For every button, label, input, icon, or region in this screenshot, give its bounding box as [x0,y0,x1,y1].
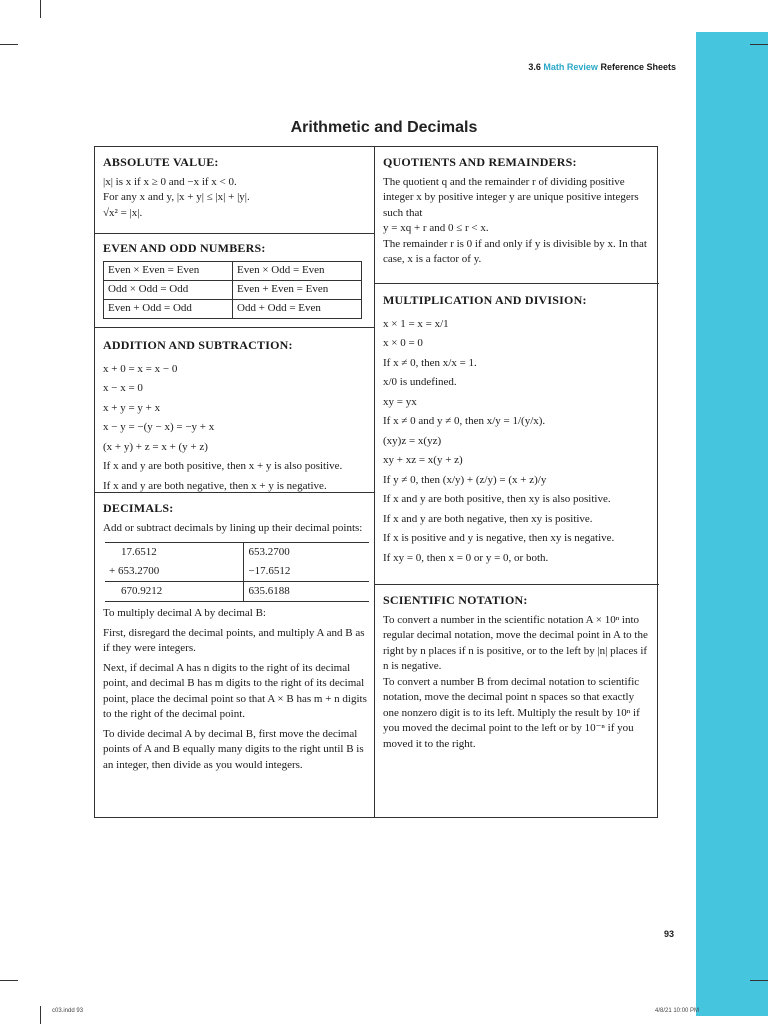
text-line: If y ≠ 0, then (x/y) + (z/y) = (x + z)/y [383,473,547,486]
text-line: If x is positive and y is negative, then xy is negative. [383,532,615,544]
divider [374,283,659,284]
text-line: To divide decimal A by decimal B, first move the decimal points of A and B equally many digits to the right until B is an integer, then divide as you would integers. [103,727,364,771]
crop-mark [40,1006,41,1024]
crop-mark [0,44,18,45]
decimal-table [105,542,369,602]
page-title: Arithmetic and Decimals [290,119,478,136]
text-line: Next, if decimal A has n digits to the right of its decimal point, and decimal B has m digits to the right of its decimal point, place the decimal point so that A × B has m + n digits to the right of the decimal point. [103,661,367,720]
table-row [105,582,369,602]
text-line: If x ≠ 0, then x/x = 1. [383,356,477,369]
header-accent: Math Review [543,62,598,72]
table-cell: Odd × Odd = Odd [104,280,233,299]
table-row [104,280,362,299]
multiplication-section [383,291,649,568]
text-line: xy = yx [383,395,417,408]
text-line: If x and y are both positive, then x + y is also positive. [103,460,343,472]
text-line: To multiply decimal A by decimal B: [103,607,266,619]
table-row [105,543,369,563]
text-line: The remainder r is 0 if and only if y is divisible by x. In that case, x is a factor of y. [383,237,647,265]
section-heading: ABSOLUTE VALUE: [103,155,219,169]
table-cell: Even × Even = Even [104,261,233,280]
text-line: x × 1 = x = x/1 [383,317,449,330]
header-section: 3.6 [528,62,541,72]
table-cell: 670.9212 [105,582,244,602]
table-cell: 653.2700 [244,543,369,563]
text-line: For any x and y, |x + y| ≤ |x| + |y|. [103,191,250,203]
table-row [105,562,369,582]
reference-sheet [94,146,658,818]
text-line: x − y = −(y − x) = −y + x [103,421,215,433]
text-line: If xy = 0, then x = 0 or y = 0, or both. [383,551,549,564]
table-cell: Even + Odd = Odd [104,299,233,318]
scientific-notation-section [383,593,649,752]
text-line: x + 0 = x = x − 0 [103,362,178,375]
table-cell: 17.6512 [105,543,244,563]
text-line: If x and y are both positive, then xy is also positive. [383,493,611,505]
text-line: √x² = |x|. [103,206,143,219]
even-odd-table [103,261,362,319]
table-cell: −17.6512 [248,564,291,577]
text-line: x × 0 = 0 [383,337,423,349]
text-line: x + y = y + x [103,401,161,414]
running-header [528,62,676,72]
footer-date: 4/8/21 10:00 PM [655,1008,700,1014]
footer-file: c03.indd 93 [52,1008,84,1014]
table-cell: + 653.2700 [105,562,244,582]
table-cell: Even + Even = Even [233,280,362,299]
divider [374,584,659,585]
column-divider [374,147,375,817]
table-cell: Odd + Odd = Even [233,299,362,318]
section-heading: DECIMALS: [103,501,174,515]
divider [95,233,374,234]
addition-section [103,336,369,496]
crop-mark [0,980,18,981]
absolute-value-section [103,155,369,221]
text-line: To convert a number in the scientific notation A × 10ⁿ into regular decimal notation, move the decimal point in A to the right by n places if n is positive, or to the left by |n| places if n is negative. [383,613,648,672]
text-line: x − x = 0 [103,382,143,394]
text-line: If x and y are both negative, then xy is positive. [383,512,593,525]
text-line: (xy)z = x(yz) [383,434,442,447]
table-row [104,261,362,280]
text-line: If x and y are both negative, then x + y is negative. [103,479,327,492]
text-line: Add or subtract decimals by lining up their decimal points: [103,521,363,534]
text-line: x/0 is undefined. [383,376,457,388]
text-line: If x ≠ 0 and y ≠ 0, then x/y = 1/(y/x). [383,415,546,427]
divider [95,327,374,328]
text-line: |x| is x if x ≥ 0 and −x if x < 0. [103,175,237,188]
section-heading: MULTIPLICATION AND DIVISION: [383,293,587,307]
section-heading: QUOTIENTS AND REMAINDERS: [383,155,577,169]
chapter-color-tab [696,32,768,1016]
table-cell: 635.6188 [244,582,369,602]
text-line: y = xq + r and 0 ≤ r < x. [383,222,489,234]
text-line: (x + y) + z = x + (y + z) [103,440,208,453]
section-heading: SCIENTIFIC NOTATION: [383,593,528,607]
text-line: First, disregard the decimal points, and multiply A and B as if they were integers. [103,626,365,654]
section-heading: ADDITION AND SUBTRACTION: [103,338,293,352]
text-line: The quotient q and the remainder r of dividing positive integer x by positive integer y are unique positive integers such that [383,175,639,219]
crop-mark [750,44,768,45]
text-line: xy + xz = x(y + z) [383,454,463,466]
even-odd-section [103,241,369,319]
header-rest: Reference Sheets [600,62,676,72]
decimals-section [103,501,369,777]
table-row [104,299,362,318]
crop-mark [40,0,41,18]
section-heading: EVEN AND ODD NUMBERS: [103,241,266,255]
text-line: To convert a number B from decimal notation to scientific notation, move the decimal point n spaces so that exactly one nonzero digit is to its left. Multiply the result by 10ⁿ if you moved the decimal point to the left or by 10⁻ⁿ if you moved it to the right. [383,675,640,750]
quotients-section [383,155,649,268]
crop-mark [750,980,768,981]
table-cell: Even × Odd = Even [233,261,362,280]
page-number: 93 [664,929,675,939]
